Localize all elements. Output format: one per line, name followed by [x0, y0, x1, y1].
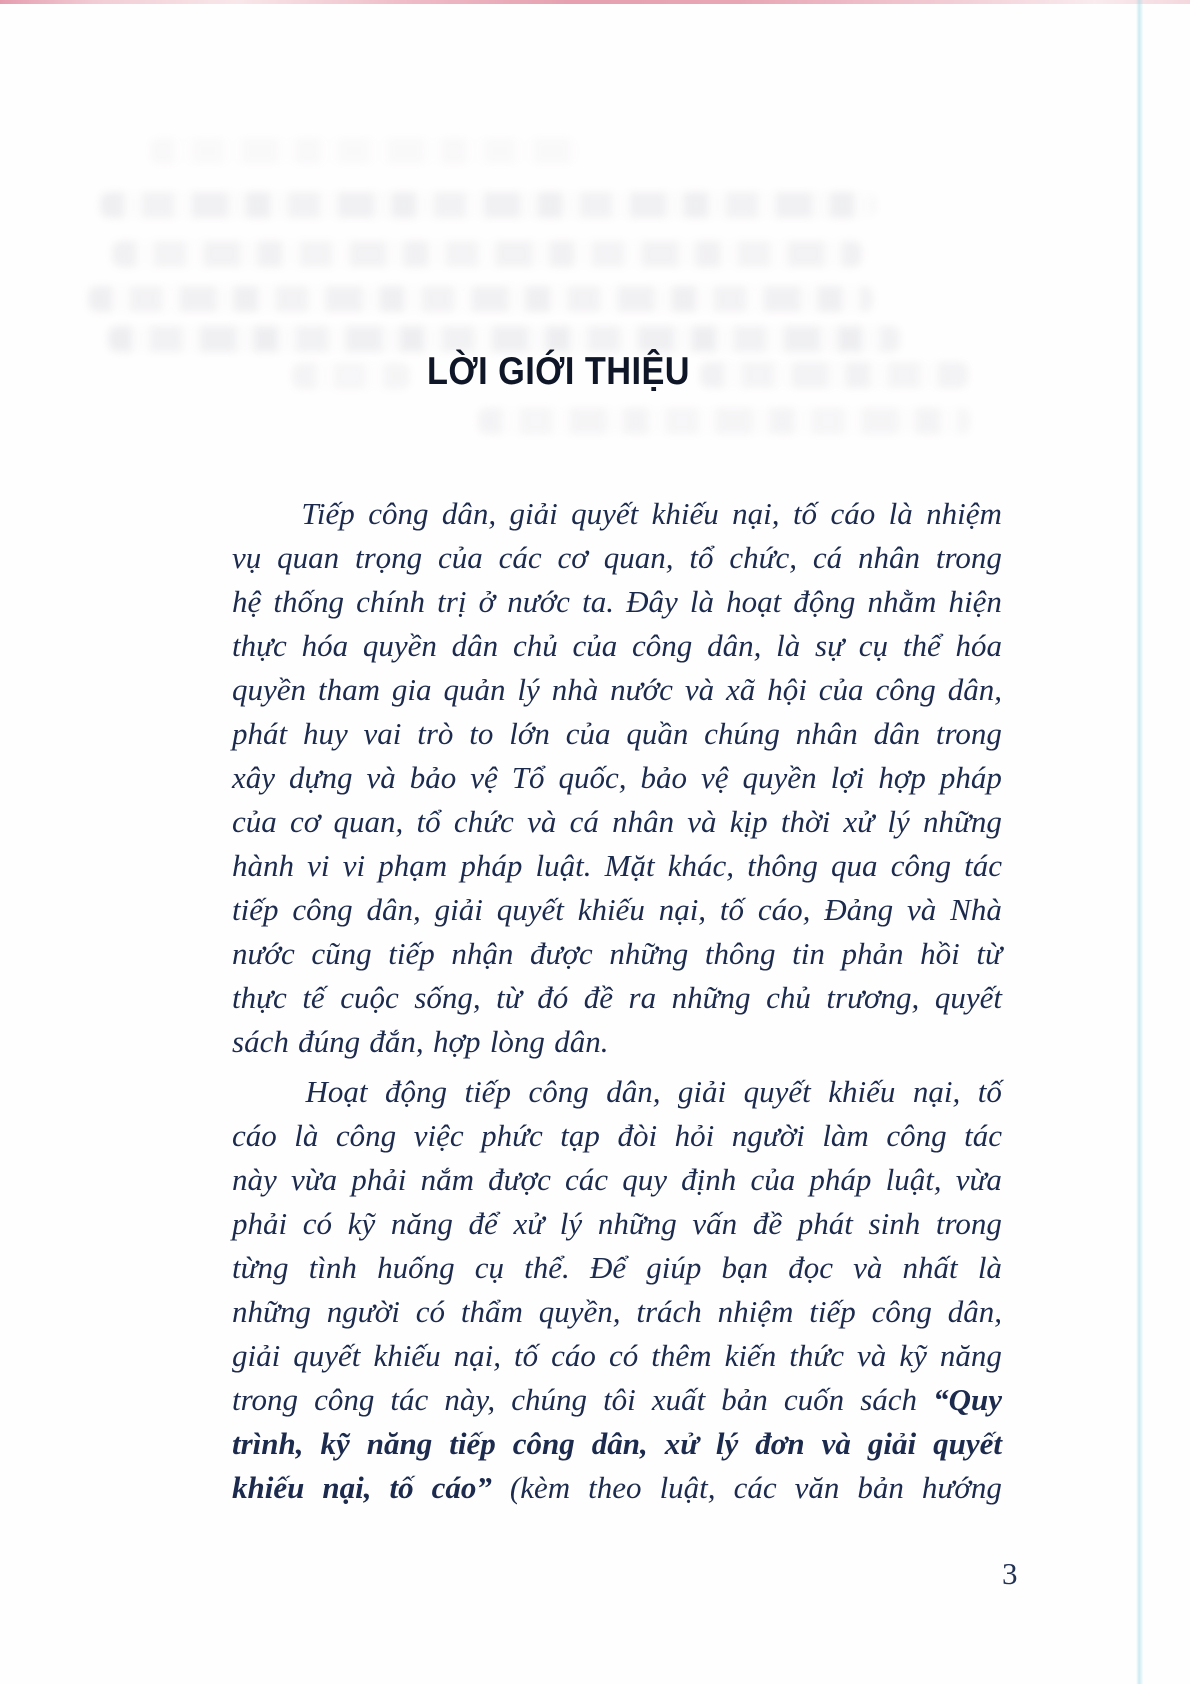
- body-line: hành vi vi phạm pháp luật. Mặt khác, thông qua công tác: [232, 848, 1002, 883]
- bleedthrough-artifact: [88, 286, 873, 312]
- bleedthrough-artifact: [100, 192, 875, 218]
- body-line: thực hóa quyền dân chủ của công dân, là sự cụ thể hóa: [232, 628, 1002, 663]
- body-line: phải có kỹ năng để xử lý những vấn đề phát sinh trong: [232, 1206, 1002, 1241]
- body-line: cáo là công việc phức tạp đòi hỏi người làm công tác: [232, 1118, 1002, 1153]
- body-line: khiếu nại, tố cáo” (kèm theo luật, các văn bản hướng: [232, 1470, 1002, 1505]
- body-line: hệ thống chính trị ở nước ta. Đây là hoạt động nhằm hiện: [232, 584, 1002, 619]
- body-line: quyền tham gia quản lý nhà nước và xã hội của công dân,: [232, 672, 1002, 707]
- body-line: từng tình huống cụ thể. Để giúp bạn đọc và nhất là: [232, 1250, 1002, 1285]
- page-number: 3: [1002, 1556, 1018, 1591]
- bleedthrough-artifact: [292, 363, 410, 389]
- body-line: thực tế cuộc sống, từ đó đề ra những chủ trương, quyết: [232, 980, 1002, 1015]
- body-line: xây dựng và bảo vệ Tổ quốc, bảo vệ quyền lợi hợp pháp: [232, 760, 1002, 795]
- paragraph: [232, 492, 1002, 1064]
- bleedthrough-artifact: [150, 138, 580, 164]
- paragraph: [232, 1070, 1002, 1510]
- body-line: trình, kỹ năng tiếp công dân, xử lý đơn và giải quyết: [232, 1426, 1002, 1461]
- top-scan-artifact-line: [0, 0, 1190, 4]
- body-text: [232, 492, 1002, 1510]
- page-title: LỜI GIỚI THIỆU: [427, 350, 691, 393]
- body-line: phát huy vai trò to lớn của quần chúng nhân dân trong: [232, 716, 1002, 751]
- body-line: Hoạt động tiếp công dân, giải quyết khiếu nại, tố: [305, 1074, 1002, 1109]
- bleedthrough-artifact: [700, 362, 968, 388]
- body-line: trong công tác này, chúng tôi xuất bản cuốn sách “Quy: [232, 1382, 1002, 1417]
- bleedthrough-artifact: [112, 241, 862, 267]
- body-line: giải quyết khiếu nại, tố cáo có thêm kiến thức và kỹ năng: [232, 1338, 1002, 1373]
- body-line: này vừa phải nắm được các quy định của pháp luật, vừa: [232, 1162, 1002, 1197]
- page-edge-scan-line: [1136, 0, 1143, 1684]
- body-line: sách đúng đắn, hợp lòng dân.: [232, 1024, 609, 1059]
- body-line: tiếp công dân, giải quyết khiếu nại, tố cáo, Đảng và Nhà: [232, 892, 1002, 927]
- body-line: nước cũng tiếp nhận được những thông tin phản hồi từ: [232, 936, 1002, 971]
- bleedthrough-artifact: [108, 326, 900, 352]
- body-line: Tiếp công dân, giải quyết khiếu nại, tố cáo là nhiệm: [301, 496, 1002, 531]
- bleedthrough-artifact: [478, 408, 970, 434]
- body-line: vụ quan trọng của các cơ quan, tổ chức, cá nhân trong: [232, 540, 1002, 575]
- body-line: của cơ quan, tổ chức và cá nhân và kịp thời xử lý những: [232, 804, 1002, 839]
- body-line: những người có thẩm quyền, trách nhiệm tiếp công dân,: [232, 1294, 1002, 1329]
